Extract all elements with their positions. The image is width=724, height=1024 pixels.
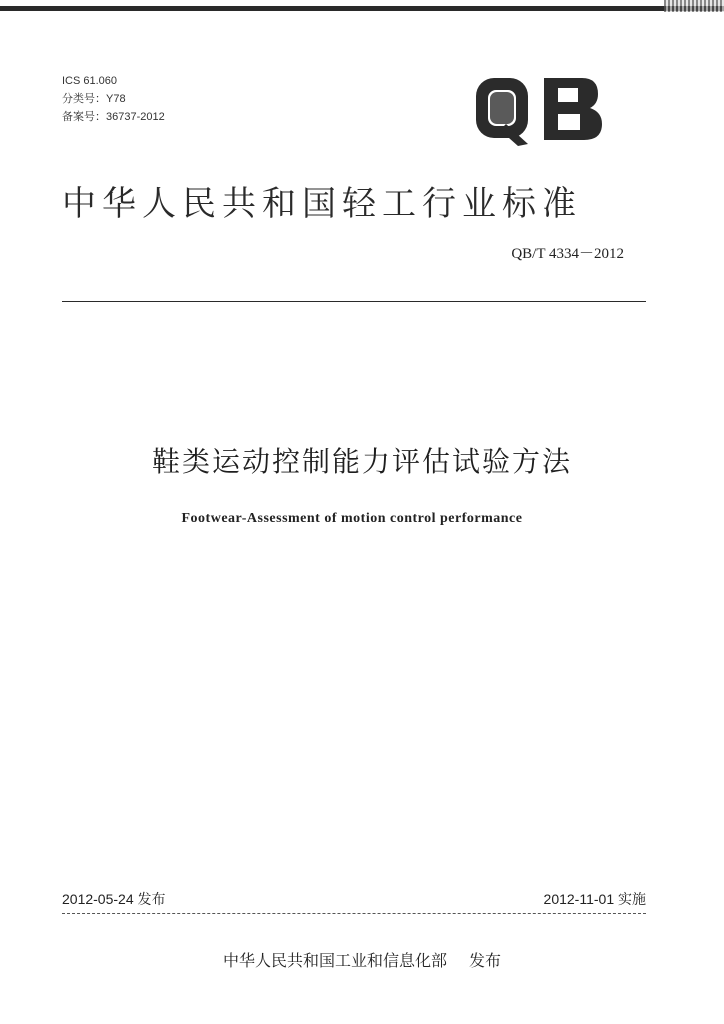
header-divider [62, 301, 646, 302]
implementation-date: 2012-11-01 实施 [543, 891, 646, 907]
ics-code: ICS 61.060 [62, 75, 118, 87]
scan-artifact [664, 0, 724, 12]
industry-standard-title: 中华人民共和国轻工行业标准 [62, 184, 582, 224]
qb-logo [470, 74, 606, 146]
standard-number: QB/T 4334－2012 [511, 246, 624, 262]
document-metadata [62, 72, 165, 126]
document-title-chinese: 鞋类运动控制能力评估试验方法 [151, 445, 572, 478]
publisher-name: 中华人民共和国工业和信息化部 [222, 951, 447, 970]
filing-number: 备案号：36737-2012 [62, 111, 165, 123]
top-border [0, 6, 724, 11]
document-title-english: Footwear-Assessment of motion control performance [181, 511, 523, 526]
issue-date: 2012-05-24 发布 [62, 891, 166, 907]
footer-divider [62, 913, 646, 914]
publisher-action: 发布 [469, 951, 502, 970]
publisher-line [0, 948, 724, 971]
classification-number: 分类号：Y78 [62, 93, 126, 105]
